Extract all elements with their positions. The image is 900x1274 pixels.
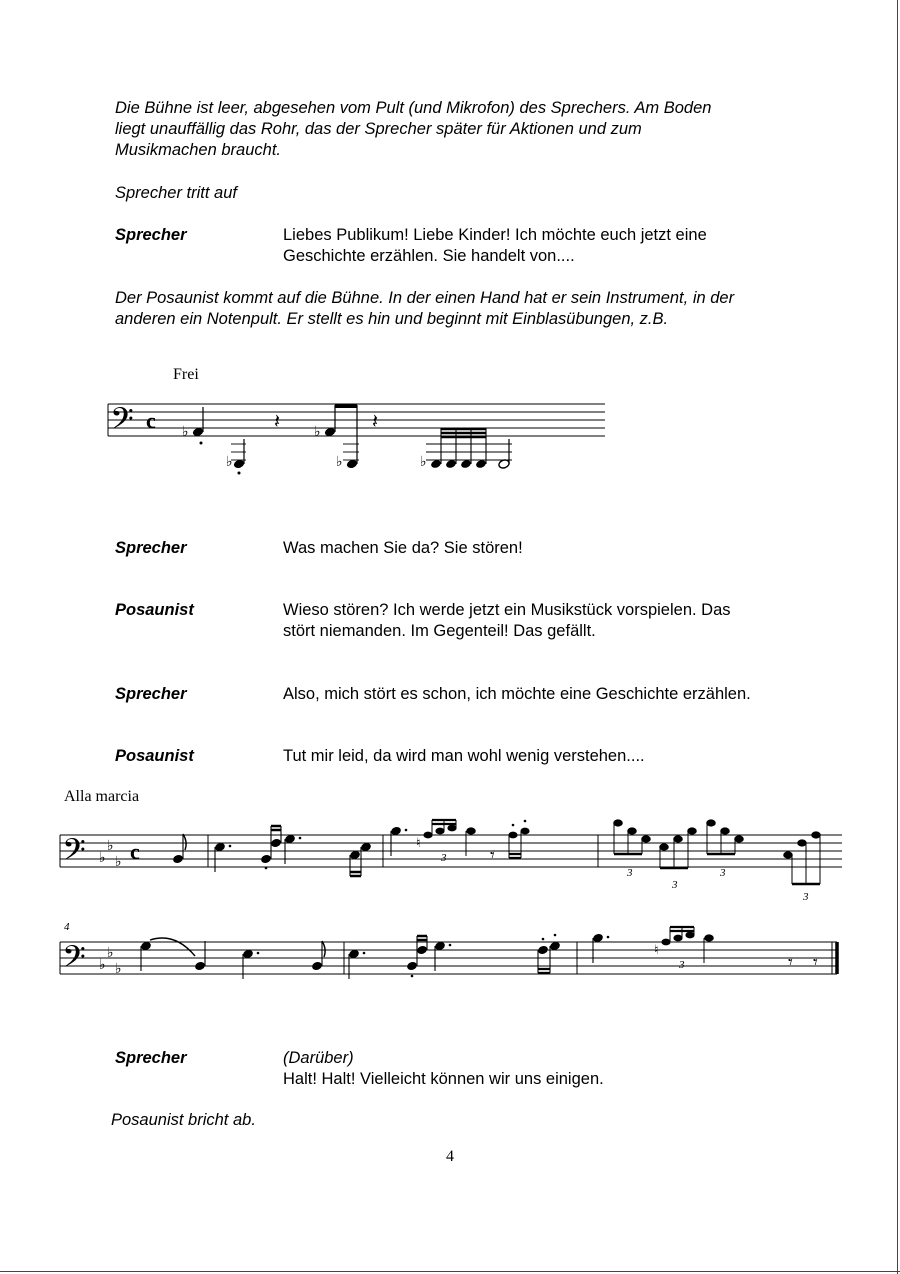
dialogue-text xyxy=(283,746,823,767)
page-number: 4 xyxy=(446,1148,454,1165)
stage-direction-intro xyxy=(115,98,815,161)
stage-direction-stop: Posaunist bricht ab. xyxy=(111,1111,256,1129)
svg-text:♭: ♭ xyxy=(107,838,114,854)
dialogue-text xyxy=(283,538,823,559)
note-group xyxy=(182,405,512,475)
svg-text:♭: ♭ xyxy=(336,454,343,470)
bass-clef-icon: 𝄢 xyxy=(62,832,86,875)
page-edge-bottom xyxy=(0,1271,900,1272)
music-staff-warmup xyxy=(108,398,608,478)
note-group xyxy=(172,819,821,903)
dialogue-text xyxy=(283,1048,823,1090)
bass-clef-icon: 𝄢 xyxy=(62,939,86,982)
common-time-icon: c xyxy=(130,839,140,864)
text-line: Liebes Publikum! Liebe Kinder! Ich möchte euch jetzt eine xyxy=(283,226,707,244)
page-edge-right xyxy=(897,0,898,1274)
svg-text:♭: ♭ xyxy=(107,945,114,961)
music-staff-march-2 xyxy=(60,920,850,1010)
measure-number: 4 xyxy=(64,921,70,933)
speaker-label: Posaunist xyxy=(115,601,194,619)
dialogue-text xyxy=(283,600,823,642)
triplet-mark: 3 xyxy=(679,959,685,971)
svg-text:♭: ♭ xyxy=(182,424,189,440)
staff-lines xyxy=(60,942,837,974)
tempo-marking-alla-marcia: Alla marcia xyxy=(64,788,140,805)
text-line: Halt! Halt! Vielleicht können wir uns einigen. xyxy=(283,1070,604,1088)
svg-text:♭: ♭ xyxy=(314,424,321,440)
stage-direction-trombonist xyxy=(115,288,815,330)
tempo-marking-frei: Frei xyxy=(173,366,199,383)
stage-direction-inline: (Darüber) xyxy=(283,1049,354,1067)
triplet-mark: 3 xyxy=(627,867,633,879)
text-line: Was machen Sie da? Sie stören! xyxy=(283,539,523,557)
svg-text:♭: ♭ xyxy=(226,454,233,470)
svg-text:♭: ♭ xyxy=(99,957,106,973)
svg-text:♭: ♭ xyxy=(99,850,106,866)
text-line: stört niemanden. Im Gegenteil! Das gefällt. xyxy=(283,622,596,640)
text-line: Der Posaunist kommt auf die Bühne. In der einen Hand hat er sein Instrument, in der xyxy=(115,289,735,307)
text-line: Musikmachen braucht. xyxy=(115,141,281,159)
text-line: Wieso stören? Ich werde jetzt ein Musikstück vorspielen. Das xyxy=(283,601,731,619)
dialogue-text xyxy=(283,684,823,705)
speaker-label: Sprecher xyxy=(115,539,187,557)
text-line: Also, mich stört es schon, ich möchte eine Geschichte erzählen. xyxy=(283,685,751,703)
text-line: anderen ein Notenpult. Er stellt es hin und beginnt mit Einblasübungen, z.B. xyxy=(115,310,669,328)
triplet-mark: 3 xyxy=(803,891,809,903)
svg-text:♮: ♮ xyxy=(654,943,659,958)
note-group xyxy=(140,927,818,979)
dialogue-text xyxy=(283,225,823,267)
speaker-label: Sprecher xyxy=(115,226,187,244)
svg-text:𝄾: 𝄾 xyxy=(490,845,495,866)
triplet-mark: 3 xyxy=(441,852,447,864)
svg-text:♭: ♭ xyxy=(115,961,122,977)
speaker-label: Sprecher xyxy=(115,1049,187,1067)
text-line: Tut mir leid, da wird man wohl wenig verstehen.... xyxy=(283,747,645,765)
svg-text:𝄾: 𝄾 xyxy=(813,952,818,973)
text-line: Geschichte erzählen. Sie handelt von.... xyxy=(283,247,575,265)
svg-text:𝄽: 𝄽 xyxy=(274,409,281,433)
svg-text:𝄾: 𝄾 xyxy=(788,952,793,973)
speaker-label: Posaunist xyxy=(115,747,194,765)
triplet-mark: 3 xyxy=(672,879,678,891)
music-staff-march-1 xyxy=(60,806,850,916)
svg-text:♭: ♭ xyxy=(420,454,427,470)
text-line: Die Bühne ist leer, abgesehen vom Pult (und Mikrofon) des Sprechers. Am Boden xyxy=(115,99,712,117)
triplet-mark: 3 xyxy=(720,867,726,879)
bass-clef-icon: 𝄢 xyxy=(110,401,134,444)
svg-text:♭: ♭ xyxy=(115,854,122,870)
stage-direction-entrance: Sprecher tritt auf xyxy=(115,184,237,202)
svg-text:𝄽: 𝄽 xyxy=(372,409,379,433)
svg-text:♮: ♮ xyxy=(416,836,421,851)
speaker-label: Sprecher xyxy=(115,685,187,703)
text-line: liegt unauffällig das Rohr, das der Sprecher später für Aktionen und zum xyxy=(115,120,642,138)
common-time-icon: c xyxy=(146,408,156,433)
